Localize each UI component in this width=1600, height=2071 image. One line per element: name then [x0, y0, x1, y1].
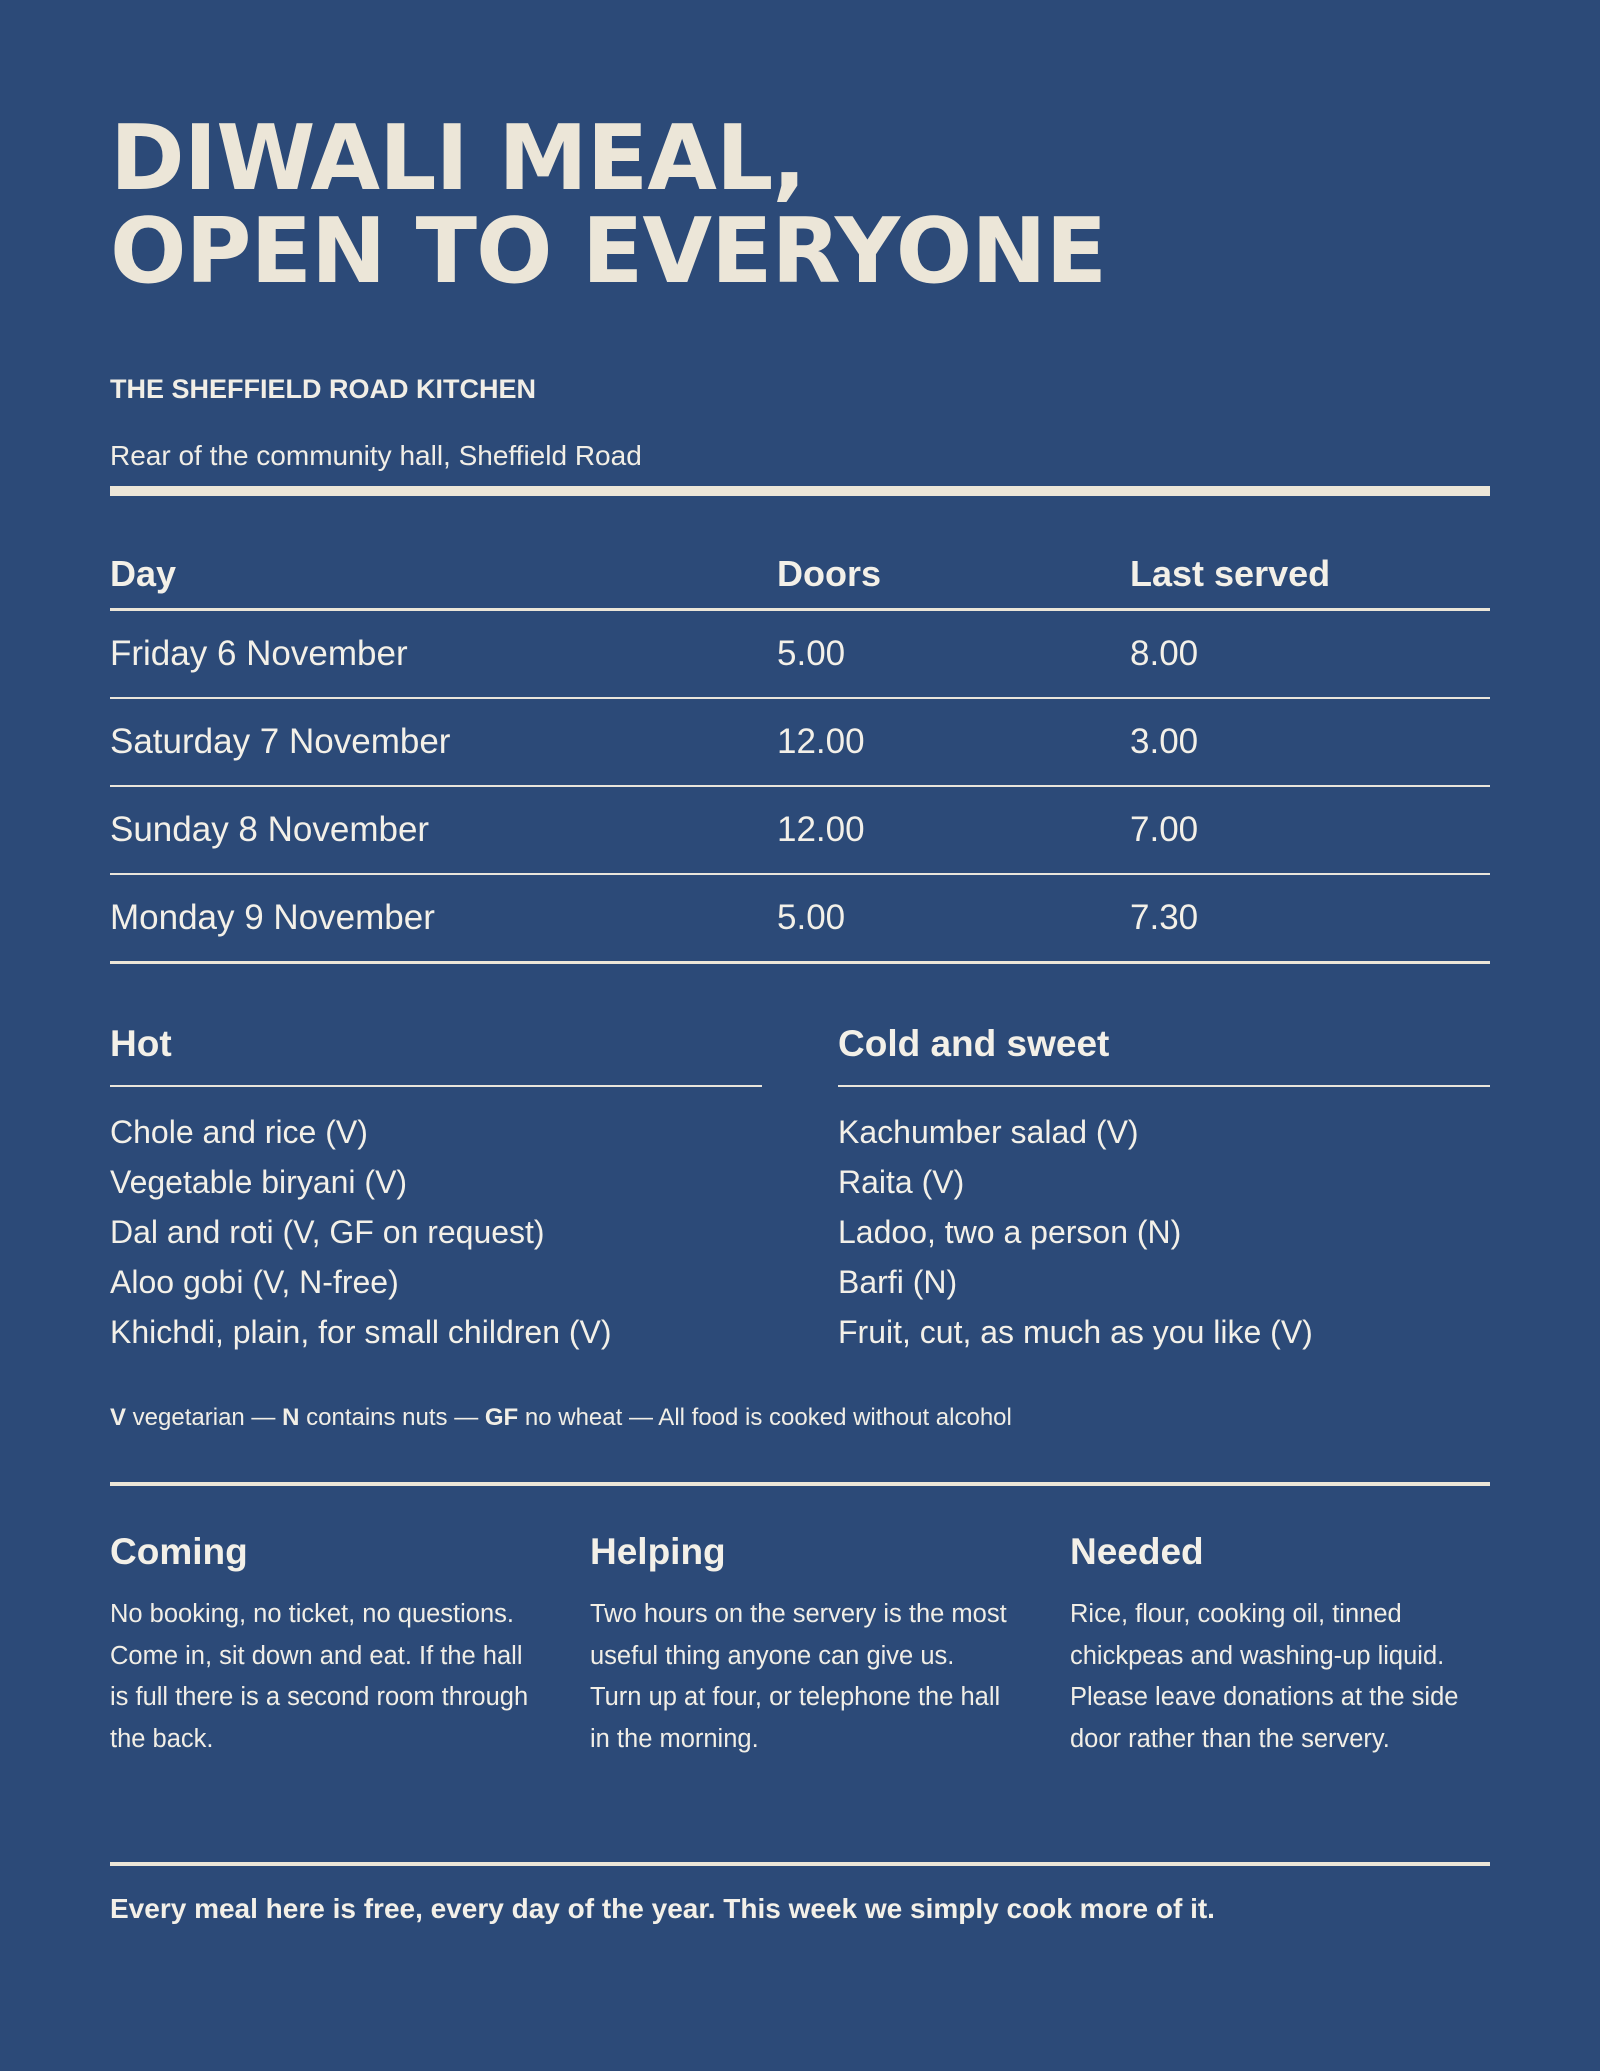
- table-row: [110, 875, 1490, 964]
- table-row: [110, 611, 1490, 699]
- footer-divider: [110, 1862, 1490, 1866]
- cold-menu-heading: Cold and sweet: [838, 1015, 1490, 1087]
- hot-menu-heading: Hot: [110, 1015, 762, 1087]
- column-header-last-served: Last served: [1130, 553, 1331, 594]
- footer-note: Every meal here is free, every day of the year. This week we simply cook more of it.: [110, 1893, 1215, 1924]
- list-item: Vegetable biryani (V): [110, 1164, 408, 1200]
- title-line-1: DIWALI MEAL,: [110, 106, 806, 211]
- title-line-2: OPEN TO EVERYONE: [110, 199, 1107, 304]
- needed-body: Rice, flour, cooking oil, tinned chickpeas and washing-up liquid. Please leave donations at the side door rather than the servery.: [1070, 1600, 1459, 1753]
- coming-heading: Coming: [110, 1531, 248, 1572]
- dietary-key: [110, 1404, 1012, 1432]
- helping-heading: Helping: [590, 1531, 726, 1572]
- column-header-doors: Doors: [777, 553, 882, 594]
- day-cell: Sunday 8 November: [110, 810, 430, 849]
- column-header-day: Day: [110, 553, 177, 594]
- header-divider: [110, 486, 1490, 496]
- day-cell: Friday 6 November: [110, 634, 408, 673]
- list-item: Raita (V): [838, 1164, 965, 1200]
- list-item: Dal and roti (V, GF on request): [110, 1214, 545, 1250]
- page-title: [110, 106, 1107, 304]
- key-gf-text: no wheat — All food is cooked without alcohol: [518, 1404, 1012, 1431]
- doors-cell: 12.00: [777, 722, 865, 761]
- list-item: Chole and rice (V): [110, 1114, 368, 1150]
- list-item: Barfi (N): [838, 1264, 958, 1300]
- hot-menu-list: [110, 1087, 762, 1357]
- list-item: Ladoo, two a person (N): [838, 1214, 1182, 1250]
- helping-section: [590, 1528, 1010, 1760]
- doors-cell: 5.00: [777, 634, 846, 673]
- key-gf: GF: [484, 1404, 519, 1431]
- day-cell: Monday 9 November: [110, 898, 435, 937]
- key-v: V: [110, 1404, 127, 1431]
- key-v-text: vegetarian —: [126, 1404, 283, 1431]
- cold-menu-list: [838, 1087, 1490, 1357]
- list-item: Kachumber salad (V): [838, 1114, 1139, 1150]
- doors-cell: 5.00: [777, 898, 846, 937]
- helping-body: Two hours on the servery is the most useful thing anyone can give us. Turn up at four, or telephone the hall in the morning.: [590, 1600, 1007, 1753]
- last-served-cell: 3.00: [1130, 722, 1199, 761]
- hot-menu: [110, 1015, 762, 1357]
- list-item: Fruit, cut, as much as you like (V): [838, 1314, 1313, 1350]
- coming-body: No booking, no ticket, no questions. Come in, sit down and eat. If the hall is full there is a second room through the back.: [110, 1600, 529, 1753]
- list-item: Khichdi, plain, for small children (V): [110, 1314, 612, 1350]
- list-item: Aloo gobi (V, N-free): [110, 1264, 399, 1300]
- schedule-header-row: [110, 540, 1490, 611]
- needed-heading: Needed: [1070, 1531, 1204, 1572]
- day-cell: Saturday 7 November: [110, 722, 451, 761]
- needed-section: [1070, 1528, 1490, 1760]
- organisation-name: THE SHEFFIELD ROAD KITCHEN: [110, 374, 537, 404]
- last-served-cell: 7.00: [1130, 810, 1199, 849]
- table-row: [110, 699, 1490, 787]
- organisation-address: Rear of the community hall, Sheffield Road: [110, 440, 642, 471]
- coming-section: [110, 1528, 530, 1760]
- key-n-text: contains nuts —: [299, 1404, 485, 1431]
- cold-menu: [838, 1015, 1490, 1357]
- section-divider: [110, 1482, 1490, 1486]
- doors-cell: 12.00: [777, 810, 865, 849]
- key-n: N: [282, 1404, 300, 1431]
- schedule-table: [110, 540, 1490, 964]
- last-served-cell: 8.00: [1130, 634, 1199, 673]
- table-row: [110, 787, 1490, 875]
- last-served-cell: 7.30: [1130, 898, 1199, 937]
